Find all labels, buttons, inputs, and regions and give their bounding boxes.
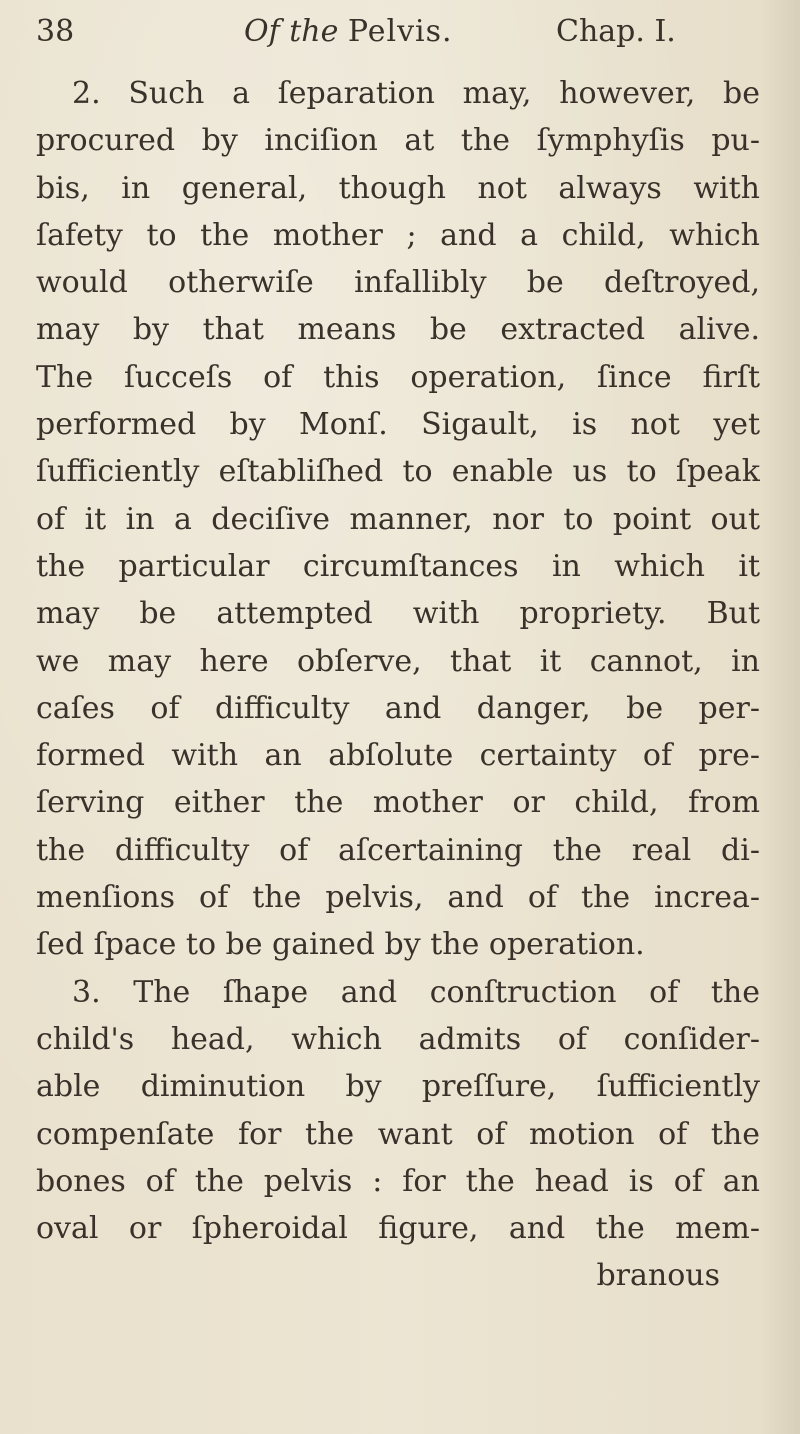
text-line: ſufficiently eſtabliſhed to enable us to ſpeak [36, 454, 760, 490]
text-line: bis, in general, though not always with [36, 170, 760, 206]
running-title [244, 10, 453, 54]
text-line: 3. The ſhape and conſtruction of the [72, 974, 760, 1010]
text-line: performed by Monſ. Sigault, is not yet [36, 407, 760, 443]
running-title-main: Pelvis. [347, 14, 453, 49]
text-line: able diminution by preſſure, ſufficiently [36, 1069, 760, 1105]
text-line: would otherwiſe infallibly be deſtroyed, [36, 265, 760, 301]
text-line: the difficulty of aſcertaining the real di- [36, 832, 760, 868]
page-edge-shadow [760, 0, 800, 1434]
text-line: menſions of the pelvis, and of the increa- [36, 880, 760, 916]
text-line: of it in a deciſive manner, nor to point out [36, 501, 760, 537]
page-number: 38 [36, 14, 75, 49]
text-line: ſafety to the mother ; and a child, which [36, 217, 760, 253]
text-line: the particular circumſtances in which it [36, 548, 760, 584]
text-line: we may here obſerve, that it cannot, in [36, 643, 760, 679]
text-line: compenſate for the want of motion of the [36, 1116, 760, 1152]
text-line: The ſucceſs of this operation, ſince firſt [36, 359, 760, 395]
text-line: child's head, which admits of conſider- [36, 1021, 760, 1057]
text-line: oval or ſpheroidal figure, and the mem- [36, 1211, 760, 1247]
running-head [36, 10, 756, 54]
text-line: ſed ſpace to be gained by the operation. [36, 927, 645, 963]
text-line: caſes of difficulty and danger, be per- [36, 690, 760, 726]
text-line: ſerving either the mother or child, from [36, 785, 760, 821]
text-line: procured by inciſion at the ſymphyſis pu- [36, 123, 760, 159]
text-line: bones of the pelvis : for the head is of an [36, 1163, 760, 1199]
text-line: 2. Such a ſeparation may, however, be [72, 76, 760, 111]
catchword: branous [596, 1258, 720, 1294]
text-line: formed with an abſolute certainty of pre- [36, 738, 760, 774]
running-title-prefix: Of the [244, 14, 339, 49]
text-line: may by that means be extracted alive. [36, 312, 760, 348]
chapter-reference: Chap. I. [556, 14, 676, 49]
text-line: may be attempted with propriety. But [36, 596, 760, 632]
body-text [36, 70, 760, 1300]
